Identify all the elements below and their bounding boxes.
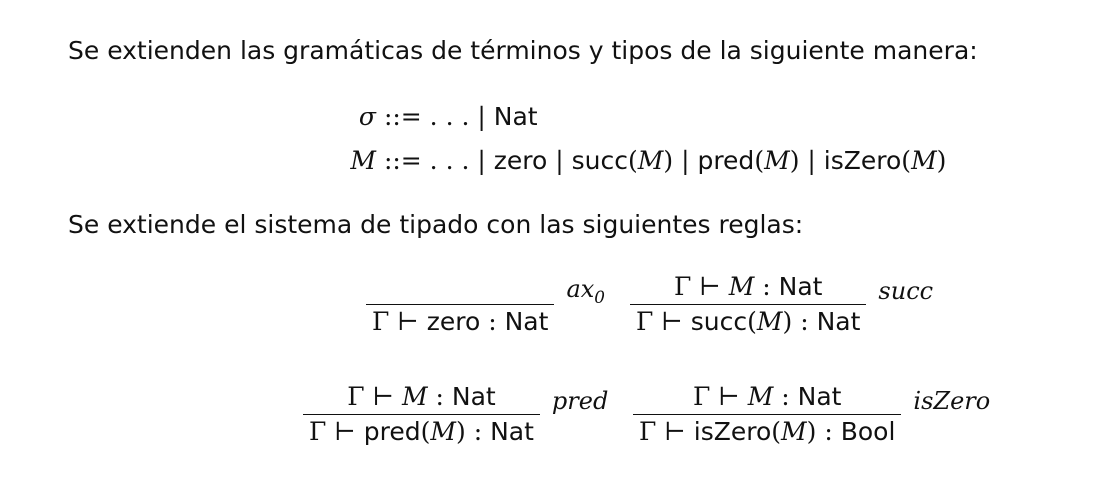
rule-iszero xyxy=(633,380,990,449)
rule-ax0-name: $ax_0$ xyxy=(566,274,605,307)
rules-paragraph: Se extiende el sistema de tipado con las siguientes reglas: xyxy=(68,210,804,239)
rule-succ xyxy=(630,270,933,339)
rule-succ-premise: Γ ⊢ M : Nat xyxy=(673,272,823,301)
grammar-row-sigma xyxy=(330,100,538,134)
rule-ax0 xyxy=(366,270,605,339)
rule-ax0-fraction xyxy=(366,270,554,339)
rule-iszero-name: isZero xyxy=(913,386,991,415)
rule-iszero-premise: Γ ⊢ M : Nat xyxy=(692,382,842,411)
rule-iszero-fraction xyxy=(633,380,901,449)
grammar-sigma-lhs: σ xyxy=(358,102,376,131)
grammar-m-op: ::= . . . | xyxy=(376,146,494,175)
grammar-sep: | xyxy=(673,146,698,175)
grammar-row-m: M ::= . . . | zero | succ(M) | pred(M) | isZero(M) xyxy=(330,144,946,178)
rule-pred-name: pred xyxy=(551,386,609,415)
rule-ax0-conclusion: Γ ⊢ zero : Nat xyxy=(372,307,549,336)
intro-paragraph: Se extienden las gramáticas de términos y tipos de la siguiente manera: xyxy=(68,36,978,65)
grammar-var: M xyxy=(764,146,790,175)
grammar-sigma-op: ::= . . . | xyxy=(376,102,494,131)
grammar-m-zero: zero xyxy=(493,146,548,175)
rule-succ-name: succ xyxy=(878,276,934,305)
grammar-sep: | xyxy=(799,146,824,175)
grammar-var: M xyxy=(637,146,664,175)
rule-pred xyxy=(303,380,608,449)
rule-succ-conclusion: Γ ⊢ succ(M) : Nat xyxy=(636,307,861,336)
grammar-var: M xyxy=(911,146,937,175)
rule-pred-premise: Γ ⊢ M : Nat xyxy=(347,382,496,411)
rule-ax0-premise xyxy=(450,270,470,304)
rule-pred-fraction xyxy=(303,380,540,449)
grammar-sep: | xyxy=(547,146,572,175)
rule-pred-conclusion: Γ ⊢ pred(M) : Nat xyxy=(309,417,534,446)
grammar-m-pred: pred xyxy=(697,146,755,175)
grammar-m-succ: succ xyxy=(571,146,628,175)
grammar-m-lhs: M xyxy=(350,146,376,175)
grammar-sigma-nat: Nat xyxy=(493,102,538,131)
rule-succ-fraction xyxy=(630,270,866,339)
grammar-m-iszero: isZero xyxy=(823,146,902,175)
rule-iszero-conclusion: Γ ⊢ isZero(M) : Bool xyxy=(639,417,896,446)
